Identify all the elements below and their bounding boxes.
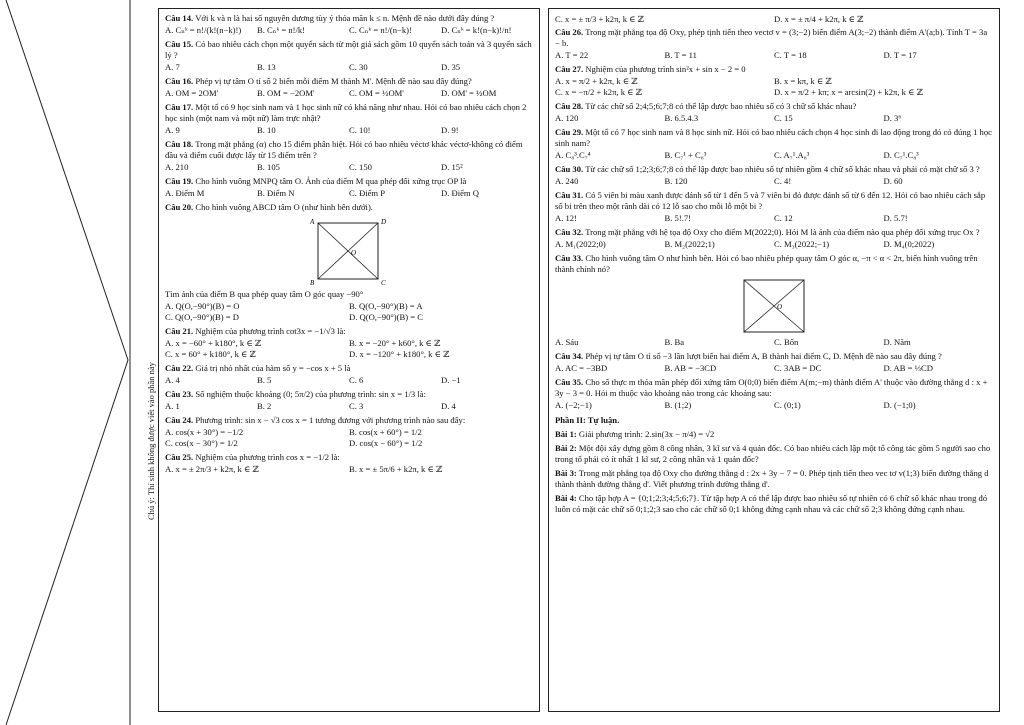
option-d: D. 35: [441, 62, 461, 72]
option-b: B. 5: [257, 375, 272, 385]
question-label: Câu 20.: [165, 202, 194, 212]
exercise-text: Cho tập hợp A = {0;1;2;3;4;5;6;7}. Từ tập hợp A có thể lập được bao nhiêu số tự nhiên có 6 chữ số khác nhau trong đó luôn có mặt các chữ số 0;1;2;3 sao cho các chữ số 0;1 không đứng cạnh nhau và các chữ số 2;3 không đứng cạnh nhau.: [555, 493, 988, 514]
option-b: B. x = −20° + k60°, k ∈ ℤ: [349, 338, 441, 348]
question-text: Cho hình vuông MNPQ tâm O. Ảnh của điểm M qua phép đối xứng trục OP là: [195, 176, 467, 186]
part-2-heading: Phần II: Tự luận.: [555, 415, 620, 425]
option-b: B. x = kπ, k ∈ ℤ: [774, 76, 832, 86]
options: [165, 464, 533, 475]
exercise-2: [555, 443, 993, 465]
question-label: Câu 35.: [555, 377, 584, 387]
option-b: B. AB = −3CD: [664, 363, 717, 373]
question-label: Câu 14.: [165, 13, 194, 23]
question-text: Nghiệm của phương trình sin²x + sin x − 2 = 0: [585, 64, 746, 74]
question-text-2: Tìm ảnh của điểm B qua phép quay tâm O góc quay −90°: [165, 289, 364, 299]
center-o-label: O: [351, 249, 357, 257]
option-d: D. M₄(0;2022): [883, 239, 935, 249]
question-16: [165, 76, 533, 99]
options: [555, 363, 993, 374]
option-a: A. cos(x + 30°) = −1/2: [165, 427, 244, 437]
question-30: [555, 164, 993, 187]
option-c: C. 6: [349, 375, 364, 385]
option-d: D. 3⁶: [883, 113, 902, 123]
options: [165, 427, 533, 449]
option-b: B. Cₙᵏ = n!/k!: [257, 25, 306, 35]
option-d: D. cos(x − 60°) = 1/2: [349, 438, 423, 448]
question-label: Câu 17.: [165, 102, 194, 112]
options: [555, 50, 993, 61]
option-b: B. (1;2): [664, 400, 692, 410]
option-d: D. (−1;0): [883, 400, 916, 410]
option-c: C. 150: [349, 162, 372, 172]
option-d: D. Năm: [883, 337, 911, 347]
question-19: [165, 176, 533, 199]
exercise-text: Một đội xây dựng gồm 8 công nhân, 3 kĩ sư và 4 quản đốc. Có bao nhiêu cách lập một tổ công tác gồm 5 người sao cho trong tổ phải có ít nhất 1 kĩ sư, 2 công nhân và 1 quản đốc?: [555, 443, 991, 464]
option-b: B. Q(O,−90°)(B) = A: [349, 301, 423, 311]
options: [555, 176, 993, 187]
options: [555, 239, 993, 250]
question-label: Câu 30.: [555, 164, 584, 174]
question-29: [555, 127, 993, 161]
option-a: A. 4: [165, 375, 180, 385]
question-label: Câu 25.: [165, 452, 194, 462]
question-28: [555, 101, 993, 124]
question-text: Cho hình vuông tâm O như hình bên. Hỏi có bao nhiêu phép quay tâm O góc α, −π < α < 2π, biến hình vuông trên thành chính nó?: [555, 253, 978, 274]
option-a: A. 1: [165, 401, 180, 411]
question-text: Từ các chữ số 1;2;3;6;7;8 có thể lập được bao nhiêu số tự nhiên gồm 4 chữ số khác nhau và phải có mặt chữ số 3 ?: [585, 164, 980, 174]
option-c: C. A₇¹.A₈³: [774, 150, 810, 160]
option-a: A. (−2;−1): [555, 400, 592, 410]
question-21: [165, 326, 533, 360]
question-18: [165, 139, 533, 173]
question-text: Với k và n là hai số nguyên dương tùy ý thỏa mãn k ≤ n. Mệnh đề nào dưới đây đúng ?: [195, 13, 495, 23]
option-c: C. 30: [349, 62, 368, 72]
question-label: Câu 28.: [555, 101, 584, 111]
square-figure: [165, 215, 533, 287]
option-c: C. (0;1): [774, 400, 801, 410]
question-20: [165, 202, 533, 323]
option-a: A. Cₙᵏ = n!/(k!(n−k)!): [165, 25, 242, 35]
options: [165, 401, 533, 412]
question-15: [165, 39, 533, 73]
question-33: [555, 253, 993, 348]
options: [555, 76, 993, 98]
option-a: A. x = −60° + k180°, k ∈ ℤ: [165, 338, 262, 348]
question-14: [165, 13, 533, 36]
question-label: Câu 26.: [555, 27, 584, 37]
option-c: C. 4!: [774, 176, 792, 186]
option-d: D. Cₙᵏ = k!(n−k)!/n!: [441, 25, 512, 35]
option-c: C. Cₙᵏ = n!/(n−k)!: [349, 25, 412, 35]
question-25: [165, 452, 533, 475]
option-a: A. 120: [555, 113, 579, 123]
question-label: Câu 33.: [555, 253, 584, 263]
option-c: C. 3AB = DC: [774, 363, 822, 373]
question-text: Một tổ có 7 học sinh nam và 8 học sinh nữ. Hỏi có bao nhiêu cách chọn 4 học sinh đi lao động trong đó có đúng 1 học sinh nam?: [555, 127, 992, 148]
exercise-label: Bài 4:: [555, 493, 577, 503]
option-a: A. x = ± 2π/3 + k2π, k ∈ ℤ: [165, 464, 259, 474]
exercise-1: [555, 429, 993, 440]
exercise-label: Bài 3:: [555, 468, 577, 478]
option-b: B. 2: [257, 401, 272, 411]
option-c: C. 10!: [349, 125, 371, 135]
option-d: D. Q(O,−90°)(B) = C: [349, 312, 423, 322]
option-a: A. 9: [165, 125, 180, 135]
question-32: [555, 227, 993, 250]
question-text: Trong mặt phẳng tọa độ Oxy, phép tịnh tiến theo vectơ v = (3;−2) biến điểm A(3;−2) thành điểm A'(a;b). Tính T = 3a − b.: [555, 27, 988, 48]
question-label: Câu 21.: [165, 326, 194, 336]
option-d: D. OM' = ½OM: [441, 88, 497, 98]
option-c: C. 12: [774, 213, 793, 223]
question-text: Một tổ có 9 học sinh nam và 1 học sinh nữ có khả năng như nhau. Hỏi có bao nhiêu cách chọn 2 học sinh (một nam và một nữ) làm trực nhật?: [165, 102, 527, 123]
question-text: Từ các chữ số 2;4;5;6;7;8 có thể lập được bao nhiêu số có 3 chữ số khác nhau?: [585, 101, 857, 111]
question-label: Câu 19.: [165, 176, 194, 186]
question-text: Số nghiệm thuộc khoảng (0; 5π/2) của phương trình: sin x = 1/3 là:: [195, 389, 426, 399]
option-b: B. x = ± 5π/6 + k2π, k ∈ ℤ: [349, 464, 443, 474]
options: [165, 188, 533, 199]
option-a: A. x = π/2 + k2π, k ∈ ℤ: [555, 76, 638, 86]
options: [555, 213, 993, 224]
option-d: D. T = 17: [883, 50, 917, 60]
question-label: Câu 32.: [555, 227, 584, 237]
option-c: C. x = 60° + k180°, k ∈ ℤ: [165, 349, 256, 359]
question-34: [555, 351, 993, 374]
question-26: [555, 27, 993, 61]
option-a: A. OM = 2OM': [165, 88, 219, 98]
options: [165, 125, 533, 136]
square-abcd-diagram: [304, 215, 394, 287]
question-text: Trong mặt phẳng với hệ tọa độ Oxy cho điểm M(2022;0). Hỏi M là ảnh của điểm nào qua phép đối xứng trục Ox ?: [585, 227, 980, 237]
options: [555, 337, 993, 348]
question-35: [555, 377, 993, 411]
option-c: C. Điểm P: [349, 188, 386, 198]
vertex-b-label: B: [310, 279, 315, 287]
options: [165, 375, 533, 386]
option-c: C. Q(O,−90°)(B) = D: [165, 312, 239, 322]
option-a: A. 7: [165, 62, 180, 72]
option-a: A. T = 22: [555, 50, 589, 60]
option-c: C. 3: [349, 401, 364, 411]
option-b: B. 120: [664, 176, 688, 186]
option-d: D. x = ± π/4 + k2π, k ∈ ℤ: [774, 14, 864, 24]
option-b: B. 105: [257, 162, 280, 172]
option-a: A. 210: [165, 162, 189, 172]
question-25-options-cont: [555, 14, 993, 25]
question-label: Câu 22.: [165, 363, 194, 373]
exercise-3: [555, 468, 993, 490]
square-o-figure: [555, 277, 993, 335]
options: [165, 25, 533, 36]
option-b: B. M₂(2022;1): [664, 239, 715, 249]
option-b: B. Điểm N: [257, 188, 295, 198]
question-text: Trong mặt phẳng (α) cho 15 điểm phân biệt. Hỏi có bao nhiêu véctơ khác véctơ-không có điểm đầu và điểm cuối được lấy từ 15 điểm trên ?: [165, 139, 523, 160]
vertex-d-label: D: [381, 218, 387, 226]
question-label: Câu 16.: [165, 76, 194, 86]
square-o-diagram: [739, 277, 809, 335]
option-d: D. 4: [441, 401, 456, 411]
question-31: [555, 190, 993, 224]
option-c: C. Bốn: [774, 337, 799, 347]
question-label: Câu 27.: [555, 64, 584, 74]
question-label: Câu 34.: [555, 351, 584, 361]
option-b: B. 13: [257, 62, 276, 72]
question-text: Có 5 viên bi màu xanh được đánh số từ 1 đến 5 và 7 viên bi đỏ được đánh số từ 6 đến 12. Hỏi có bao nhiêu cách sắp số bi trên theo một rãnh dài có 12 lỗ sao cho mỗi lỗ một bi ?: [555, 190, 986, 211]
option-d: D. 5.7!: [883, 213, 908, 223]
binding-margin: [0, 0, 156, 725]
exercise-text: Trong mặt phẳng tọa độ Oxy cho đường thẳng d : 2x + 3y − 7 = 0. Phép tịnh tiến theo vec tơ v(1;3) biến đường thẳng d thành thành đường thẳng d'. Viết phương trình đường thẳng d'.: [555, 468, 989, 489]
question-24: [165, 415, 533, 449]
question-23: [165, 389, 533, 412]
option-c: C. 15: [774, 113, 793, 123]
vertex-c-label: C: [381, 279, 386, 287]
question-label: Câu 29.: [555, 127, 584, 137]
question-text: Phép vị tự tâm O tỉ số −3 lần lượt biến hai điểm A, B thành hai điểm C, D. Mệnh đề nào sau đây đúng ?: [585, 351, 942, 361]
question-text: Cho hình vuông ABCD tâm O (như hình bên dưới).: [195, 202, 373, 212]
exercise-label: Bài 1:: [555, 429, 577, 439]
option-c: C. x = ± π/3 + k2π, k ∈ ℤ: [555, 14, 644, 24]
question-label: Câu 15.: [165, 39, 194, 49]
option-a: A. 240: [555, 176, 579, 186]
option-a: A. Q(O,−90°)(B) = O: [165, 301, 240, 311]
option-a: A. M₁(2022;0): [555, 239, 606, 249]
question-text: Nghiệm của phương trình cot3x = −1/√3 là:: [195, 326, 346, 336]
option-a: A. 12!: [555, 213, 577, 223]
options: [555, 400, 993, 411]
options: [165, 338, 533, 360]
exercise-text: Giải phương trình: 2.sin(3x − π/4) = √2: [578, 429, 715, 439]
options: [165, 62, 533, 73]
option-b: B. Ba: [664, 337, 685, 347]
options: [555, 113, 993, 124]
question-17: [165, 102, 533, 136]
option-b: B. 5!.7!: [664, 213, 691, 223]
option-d: D. C₇¹.C₈³: [883, 150, 919, 160]
option-d: D. 60: [883, 176, 903, 186]
option-b: B. 6.5.4.3: [664, 113, 699, 123]
center-o-label: O: [777, 303, 783, 311]
options: [165, 88, 533, 99]
option-d: D. AB = ⅓CD: [883, 363, 933, 373]
question-label: Câu 24.: [165, 415, 194, 425]
question-text: Phép vị tự tâm O tỉ số 2 biến mỗi điểm M thành M'. Mệnh đề nào sau đây đúng?: [195, 76, 472, 86]
option-a: A. Sáu: [555, 337, 579, 347]
options: [165, 301, 533, 323]
question-text: Cho số thực m thỏa mãn phép đối xứng tâm O(0;0) biến điểm A(m;−m) thành điểm A' thuộc vào đường thẳng d : x + 3y − 3 = 0. Hỏi m thuộc vào khoảng nào trong các khoảng sau:: [555, 377, 988, 398]
option-a: A. C₈³.C₇⁴: [555, 150, 591, 160]
left-column: [158, 8, 540, 712]
question-27: [555, 64, 993, 98]
option-a: A. Điểm M: [165, 188, 205, 198]
option-d: D. x = π/2 + kπ; x = arcsin(2) + k2π, k ∈ ℤ: [774, 87, 923, 97]
question-label: Câu 18.: [165, 139, 194, 149]
option-d: D. 9!: [441, 125, 459, 135]
options: [555, 150, 993, 161]
question-text: Giá trị nhỏ nhất của hàm số y = −cos x + 5 là: [195, 363, 351, 373]
option-c: C. M₃(2022;−1): [774, 239, 830, 249]
question-22: [165, 363, 533, 386]
option-b: B. 10: [257, 125, 276, 135]
options: [165, 162, 533, 173]
question-text: Có bao nhiêu cách chọn một quyển sách từ một giá sách gồm 10 quyển sách toán và 3 quyển sách lý ?: [165, 39, 532, 60]
option-a: A. AC = −3BD: [555, 363, 608, 373]
option-c: C. T = 18: [774, 50, 807, 60]
vertex-a-label: A: [310, 218, 315, 226]
question-label: Câu 23.: [165, 389, 194, 399]
option-d: D. x = −120° + k180°, k ∈ ℤ: [349, 349, 450, 359]
question-label: Câu 31.: [555, 190, 584, 200]
exercise-label: Bài 2:: [555, 443, 577, 453]
option-d: D. −1: [441, 375, 461, 385]
question-text: Phương trình: sin x − √3 cos x = 1 tương đương với phương trình nào sau đây:: [195, 415, 466, 425]
option-b: B. OM = −2OM': [257, 88, 315, 98]
question-text: Nghiệm của phương trình cos x = −1/2 là:: [195, 452, 340, 462]
option-b: B. T = 11: [664, 50, 697, 60]
right-column: [548, 8, 1000, 712]
option-b: B. cos(x + 60°) = 1/2: [349, 427, 422, 437]
exercise-4: [555, 493, 993, 515]
margin-note: Chú ý: Thí sinh không được viết vào phần này: [146, 362, 156, 520]
option-b: B. C₇¹ + C₈³: [664, 150, 707, 160]
margin-lines: [0, 0, 150, 725]
option-c: C. x = −π/2 + k2π, k ∈ ℤ: [555, 87, 642, 97]
option-d: D. 15²: [441, 162, 463, 172]
option-c: C. OM = ½OM': [349, 88, 404, 98]
option-c: C. cos(x − 30°) = 1/2: [165, 438, 238, 448]
option-d: D. Điểm Q: [441, 188, 479, 198]
